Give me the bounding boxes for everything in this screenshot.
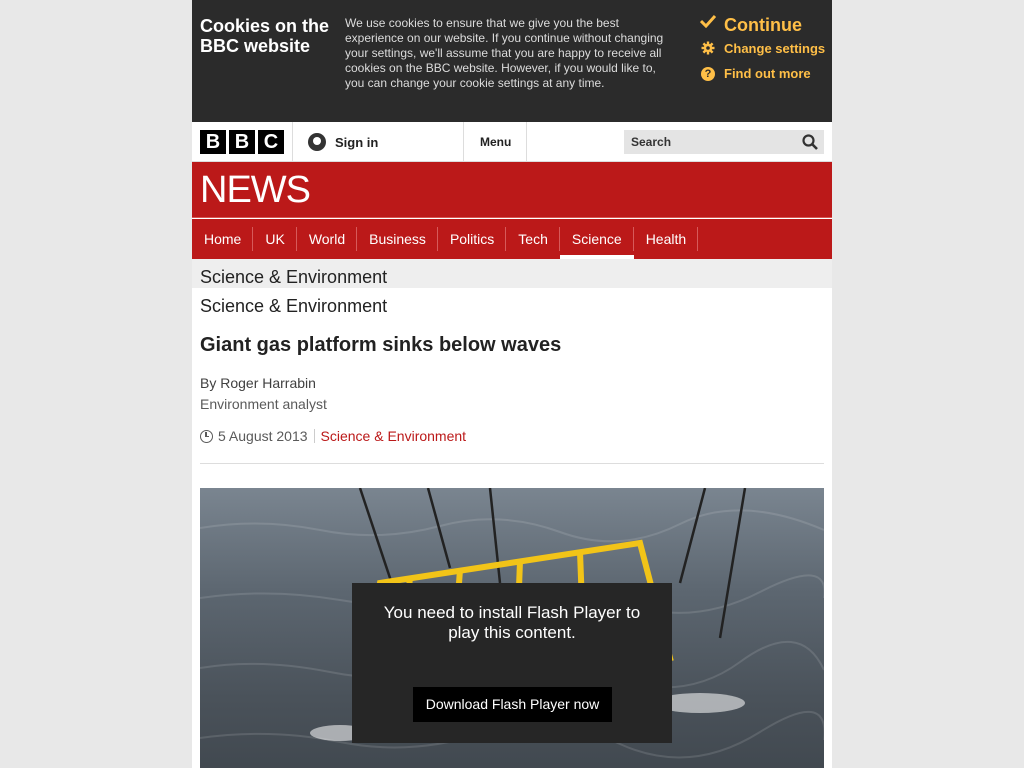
bbc-logo-letter: B [200, 130, 226, 154]
topic-link[interactable]: Science & Environment [320, 428, 467, 444]
news-logo[interactable]: NEWS [200, 169, 310, 211]
bbc-logo[interactable] [200, 130, 284, 154]
divider [314, 429, 315, 443]
continue-label: Continue [724, 15, 802, 35]
nav-list [192, 219, 832, 259]
nav-item-health[interactable]: Health [634, 219, 698, 259]
user-icon [308, 133, 326, 151]
author-name: By Roger Harrabin [200, 375, 316, 391]
divider [200, 463, 824, 464]
search-input[interactable] [624, 130, 794, 154]
page [192, 0, 832, 768]
checkmark-icon [700, 14, 716, 28]
bbc-logo-letter: B [229, 130, 255, 154]
section-band-label[interactable]: Science & Environment [200, 267, 388, 287]
find-out-more-link[interactable] [700, 66, 830, 82]
flash-message: You need to install Flash Player to play this content. [383, 603, 641, 642]
change-settings-label: Change settings [724, 41, 826, 56]
section-title: Science & Environment [200, 296, 388, 316]
nav-item-world[interactable]: World [297, 219, 357, 259]
search-icon[interactable] [802, 134, 818, 150]
article-headline: Giant gas platform sinks below waves [200, 334, 562, 356]
nav-item-science[interactable]: Science [560, 219, 634, 259]
cookie-text: We use cookies to ensure that we give you the best experience on our website. If you continue without changing your settings, we'll assume that you are happy to receive all cookies on the BBC website. However, if you would like to, you can change your cookie settings at any time. [345, 16, 664, 90]
nav-bar [192, 219, 832, 259]
video-player[interactable] [200, 488, 824, 768]
nav-item-tech[interactable]: Tech [506, 219, 560, 259]
top-bar [192, 122, 832, 162]
find-out-more-label: Find out more [724, 66, 811, 81]
download-flash-button[interactable]: Download Flash Player now [413, 687, 612, 722]
flash-notice [352, 583, 672, 743]
continue-button[interactable] [700, 14, 830, 36]
nav-item-uk[interactable]: UK [253, 219, 296, 259]
search-box [624, 130, 824, 154]
sign-in-label: Sign in [335, 134, 379, 150]
article-date: 5 August 2013 [218, 428, 308, 444]
byline [200, 373, 327, 415]
clock-icon [200, 430, 213, 443]
sign-in-button[interactable] [308, 133, 378, 151]
cookie-banner [192, 0, 832, 122]
nav-item-politics[interactable]: Politics [438, 219, 506, 259]
gear-icon [700, 41, 716, 55]
menu-button[interactable]: Menu [480, 135, 512, 149]
divider [463, 122, 464, 162]
divider [292, 122, 293, 162]
cookie-actions [700, 14, 830, 82]
change-settings-link[interactable] [700, 41, 830, 57]
cookie-title: Cookies on the BBC website [200, 16, 330, 56]
author-role: Environment analyst [200, 396, 327, 412]
article-meta [200, 428, 466, 444]
section-band [192, 259, 832, 288]
nav-item-home[interactable]: Home [192, 219, 253, 259]
divider [526, 122, 527, 162]
bbc-logo-letter: C [258, 130, 284, 154]
nav-item-business[interactable]: Business [357, 219, 438, 259]
help-icon: ? [700, 66, 716, 81]
news-masthead [192, 162, 832, 218]
